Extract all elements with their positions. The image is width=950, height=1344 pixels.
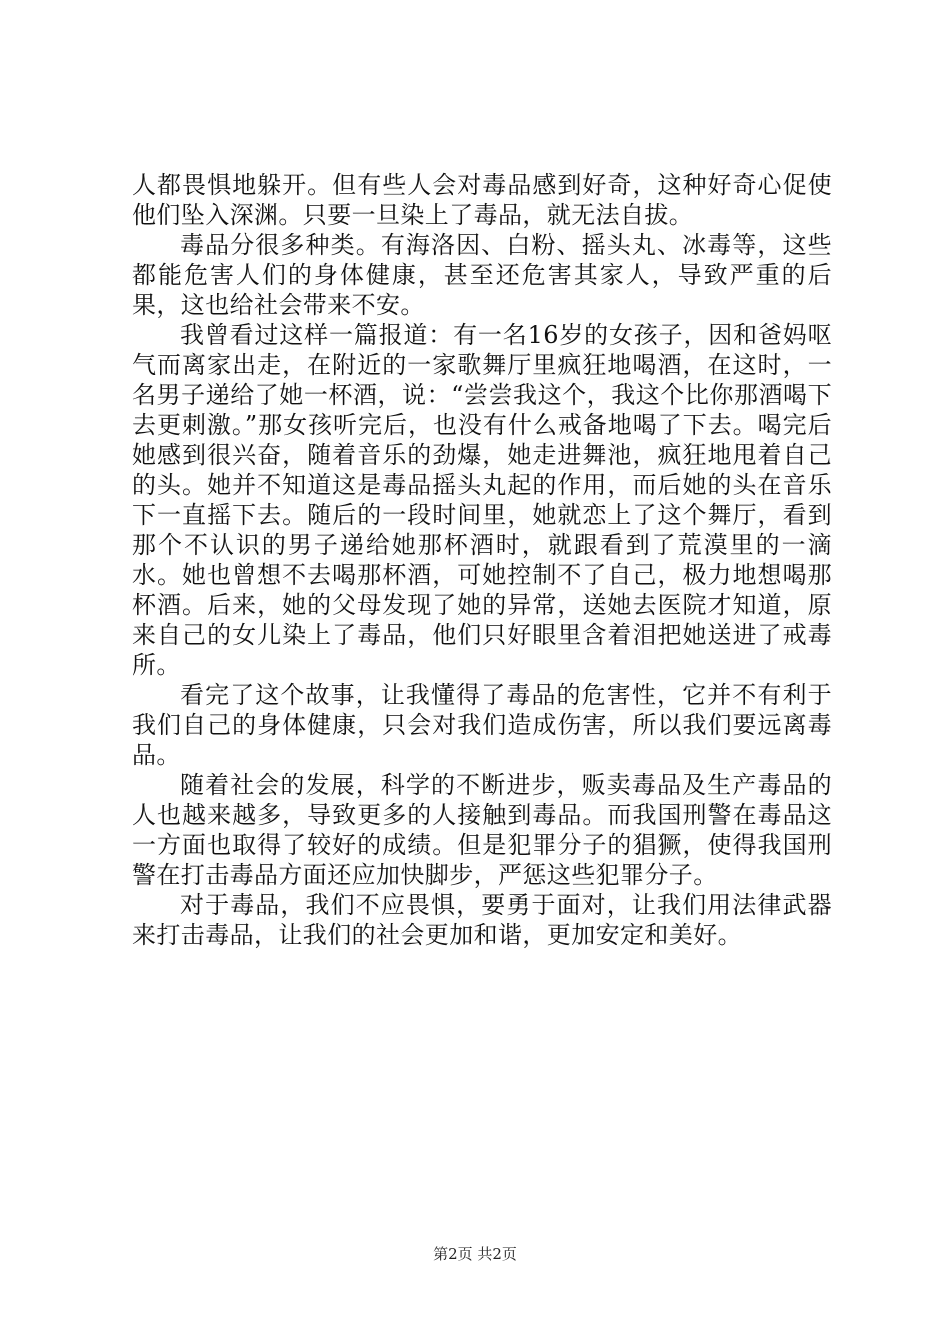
paragraph-drug-types: 毒品分很多种类。有海洛因、白粉、摇头丸、冰毒等，这些都能危害人们的身体健康，甚至还危害其家人，导致严重的后果，这也给社会带来不安。: [132, 231, 832, 319]
paragraph-conclusion: 对于毒品，我们不应畏惧，要勇于面对，让我们用法律武器来打击毒品，让我们的社会更加和谐，更加安定和美好。: [132, 891, 832, 949]
paragraph-continuation: 人都畏惧地躲开。但有些人会对毒品感到好奇，这种好奇心促使他们坠入深渊。只要一旦染上了毒品，就无法自拔。: [132, 171, 832, 229]
paragraph-society: 随着社会的发展，科学的不断进步，贩卖毒品及生产毒品的人也越来越多，导致更多的人接触到毒品。而我国刑警在毒品这一方面也取得了较好的成绩。但是犯罪分子的猖獗，使得我国刑警在打击毒品方面还应加快脚步，严惩这些犯罪分子。: [132, 771, 832, 889]
page-number-footer: 第2页 共2页: [433, 1245, 517, 1263]
document-body: [132, 170, 832, 950]
paragraph-reflection: 看完了这个故事，让我懂得了毒品的危害性，它并不有利于我们自己的身体健康，只会对我们造成伤害，所以我们要远离毒品。: [132, 681, 832, 769]
paragraph-news-story: 我曾看过这样一篇报道：有一名16岁的女孩子，因和爸妈呕气而离家出走，在附近的一家歌舞厅里疯狂地喝酒，在这时，一名男子递给了她一杯酒，说：“尝尝我这个，我这个比你那酒喝下去更刺激。”那女孩听完后，也没有什么戒备地喝了下去。喝完后她感到很兴奋，随着音乐的劲爆，她走进舞池，疯狂地甩着自己的头。她并不知道这是毒品摇头丸起的作用，而后她的头在音乐下一直摇下去。随后的一段时间里，她就恋上了这个舞厅，看到那个不认识的男子递给她那杯酒时，就跟看到了荒漠里的一滴水。她也曾想不去喝那杯酒，可她控制不了自己，极力地想喝那杯酒。后来，她的父母发现了她的异常，送她去医院才知道，原来自己的女儿染上了毒品，他们只好眼里含着泪把她送进了戒毒所。: [132, 321, 832, 679]
